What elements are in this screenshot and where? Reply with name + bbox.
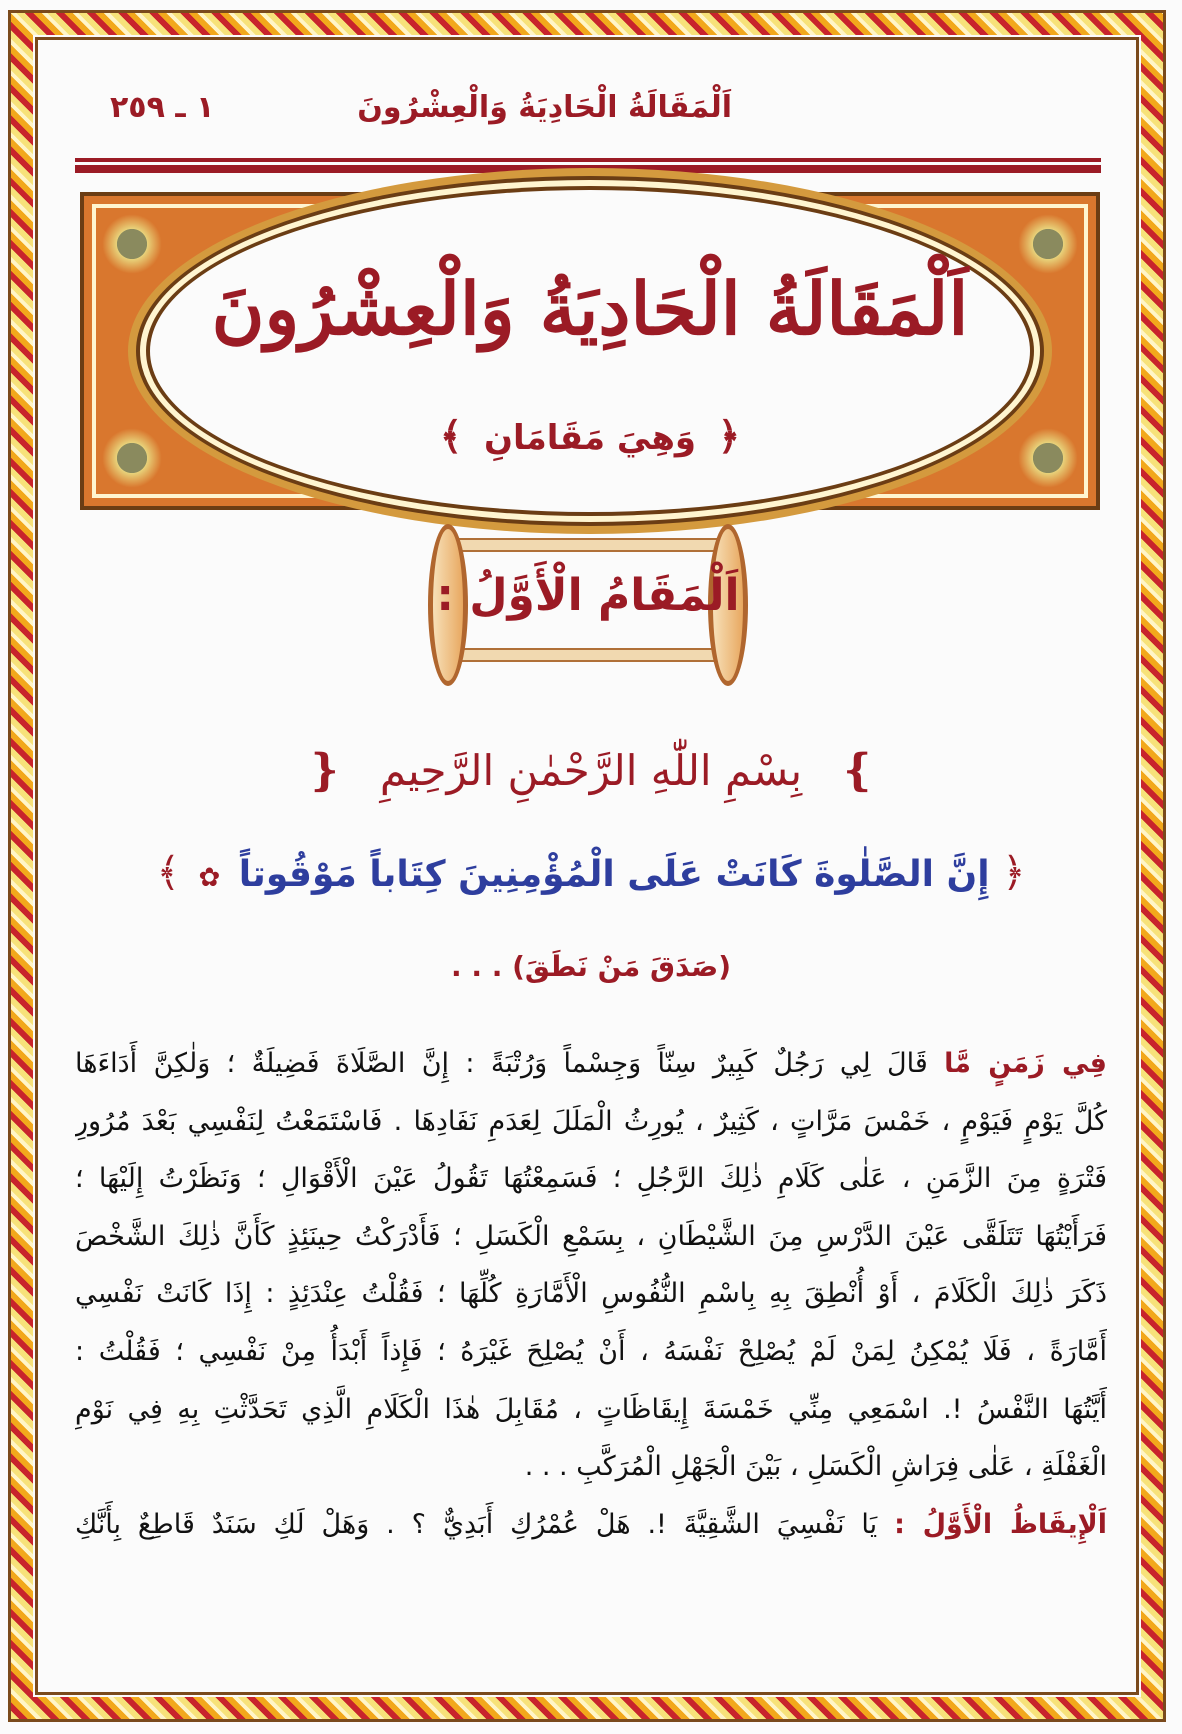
body-line: اَلْإِيقَاظُ الْأَوَّلُ : يَا نَفْسِيَ الشَّقِيَّةَ !. هَلْ عُمْرُكِ أَبَدِيٌّ ؟ . وَهَلْ لَكِ سَنَدٌ قَاطِعٌ بِأَنَّكِ [75,1508,1107,1540]
running-header [70,90,1112,140]
ornament-bracket-icon: ﴾ [439,414,463,458]
body-line: فَتْرَةٍ مِنَ الزَّمَنِ ، عَلٰى كَلَامِ ذٰلِكَ الرَّجُلِ ؛ فَسَمِعْتُهَا تَقُولُ عَيْنَ الْأَقْوَالِ ؛ وَنَظَرْتُ إِلَيْهَا ؛ [75,1163,1107,1195]
paragraph-1 [75,1035,1107,1496]
verse-rose-icon: ✿ [198,863,221,893]
header-rule-thin [75,158,1101,162]
section-title: اَلْمَقَامُ الْأَوَّلُ : [436,570,740,621]
page-number: ١ ـ ٢٥٩ [110,90,215,125]
chapter-title: اَلْمَقَالَةُ الْحَادِيَةُ وَالْعِشْرُونَ [211,266,969,351]
chapter-subtitle [84,414,1096,458]
page-content [50,50,1132,1710]
body-line: ذَكَرَ ذٰلِكَ الْكَلَامَ ، أَوْ أُنْطِقَ بِهِ بِاسْمِ النُّفُوسِ الْأَمَّارَةِ كُلِّهَا ؛ فَقُلْتُ عِنْدَئِذٍ : إِذَا كَانَتْ نَفْسِي [75,1278,1107,1310]
corner-arabesque-icon [102,214,162,274]
cartouche-oval [150,190,1030,512]
title-cartouche [80,192,1100,510]
basmala-text: بِسْمِ اللّٰهِ الرَّحْمٰنِ الرَّحِيمِ [379,746,803,795]
verse-close-bracket: ﴾ [156,850,180,896]
verse-text: إِنَّ الصَّلٰوةَ كَانَتْ عَلَى الْمُؤْمِنِينَ كِتَاباً مَوْقُوتاً [238,854,990,895]
ornament-bracket-icon: ❴ [305,745,343,796]
body-text [75,1035,1107,1553]
corner-arabesque-icon [1018,214,1078,274]
paragraph-2 [75,1496,1107,1554]
ornament-bracket-icon: ❵ [839,745,877,796]
chapter-subtitle-text: وَهِيَ مَقَامَانِ [483,418,697,458]
attribution: (صَدَقَ مَنْ نَطَقَ) . . . [450,950,732,983]
body-line: فِي زَمَنٍ مَّا قَالَ لِي رَجُلٌ كَبِيرٌ سِنّاً وَجِسْماً وَرُتْبَةً : إِنَّ الصَّلَاةَ فَضِيلَةٌ ؛ وَلٰكِنَّ أَدَاءَهَا [75,1048,1107,1079]
body-line: كُلَّ يَوْمٍ فَيَوْمٍ ، خَمْسَ مَرَّاتٍ ، كَثِيرٌ ، يُورِثُ الْمَلَلَ لِعَدَمِ نَفَادِهَا . فَاسْتَمَعْتُ لِنَفْسِي بَعْدَ مُرُورِ [75,1105,1107,1137]
body-line: فَرَأَيْتُهَا تَتَلَقَّى عَيْنَ الدَّرْسِ مِنَ الشَّيْطَانِ ، بِسَمْعِ الْكَسَلِ ؛ فَأَدْرَكْتُ حِينَئِذٍ كَأَنَّ ذٰلِكَ الشَّخْصَ [75,1220,1107,1252]
header-rule-thick [75,165,1101,173]
body-line: الْغَفْلَةِ ، عَلٰى فِرَاشِ الْكَسَلِ ، بَيْنَ الْجَهْلِ الْمُرَكَّبِ . . . [524,1451,1107,1483]
basmala [50,745,1132,796]
ornament-bracket-icon: ﴿ [717,414,741,458]
paragraph-opening-highlight: فِي زَمَنٍ مَّا [944,1048,1107,1079]
verse-open-bracket: ﴿ [1002,850,1026,896]
awakening-heading: اَلْإِيقَاظُ الْأَوَّلُ : [894,1508,1107,1540]
section-scroll-banner [428,540,748,660]
body-line: أَمَّارَةً ، فَلَا يُمْكِنُ لِمَنْ لَمْ يُصْلِحْ نَفْسَهُ ، أَنْ يُصْلِحَ غَيْرَهُ ؛ فَإِذاً أَبْدَأُ مِنْ نَفْسِي ؛ فَقُلْتُ : [75,1335,1107,1367]
body-line: أَيَّتُهَا النَّفْسُ !. اسْمَعِي مِنِّي خَمْسَةَ إِيقَاظَاتٍ ، مُقَابِلَ هٰذَا الْكَلَامِ الَّذِي تَحَدَّثْتِ بِهِ فِي نَوْمِ [75,1393,1107,1425]
quran-verse [50,850,1132,896]
running-header-title: اَلْمَقَالَةُ الْحَادِيَةُ وَالْعِشْرُونَ [357,90,732,125]
